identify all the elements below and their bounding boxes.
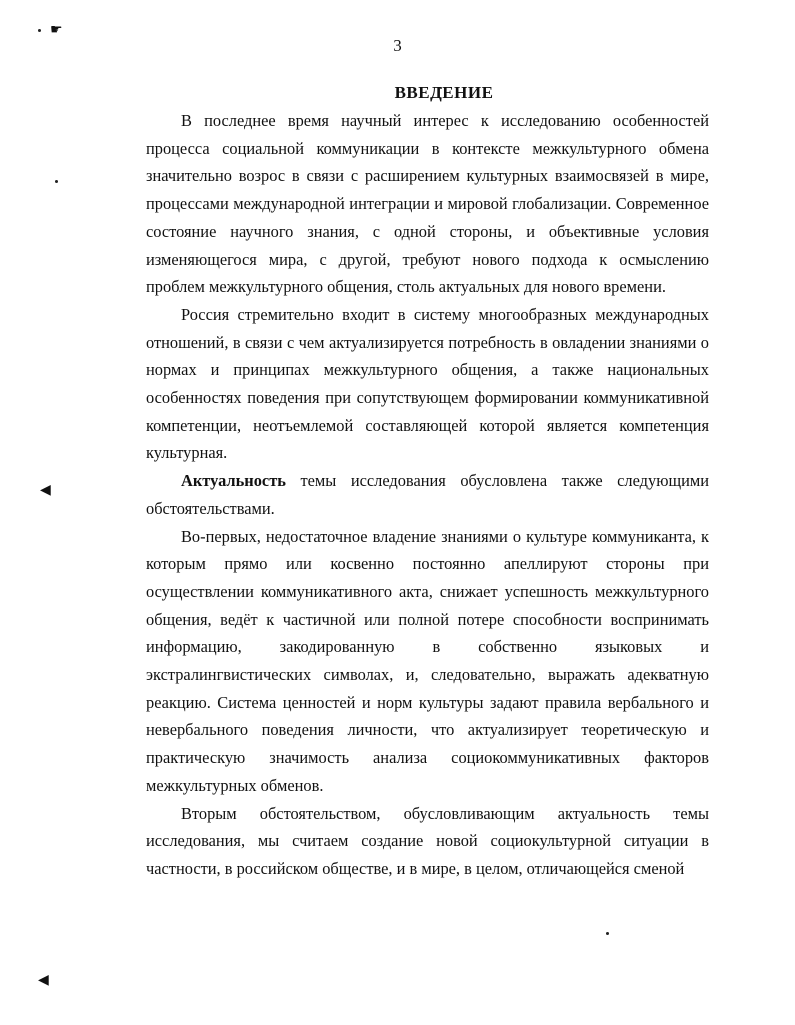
scan-artifact-dot [55, 180, 58, 183]
scan-artifact-dot [38, 29, 41, 32]
scan-artifact-mark: ◀ [40, 483, 51, 498]
scan-artifact-mark: ◀ [38, 973, 49, 988]
scan-artifact-dot [606, 932, 609, 935]
page-number: 3 [393, 36, 402, 55]
paragraph [146, 467, 709, 522]
scan-artifact-mark: ☛ [50, 23, 63, 38]
paragraph-text: Россия стремительно входит в систему многообразных международных отношений, в связи с чем актуализируется потребность в овладении знаниями о нормах и принципах межкультурного общения, а также национальных особенностях поведения при сопутствующем формировании коммуникативной компетенции, неотъемлемой составляющей которой является компетенция культурная. [146, 304, 709, 463]
paragraph-lead-bold: Актуальность [181, 471, 286, 491]
paragraph-text: Во-первых, недостаточное владение знаниями о культуре коммуниканта, к которым прямо или косвенно постоянно апеллируют стороны при осуществлении коммуникативного акта, снижает успешность межкультурного общения, ведёт к частичной или полной потере способности воспринимать информацию, закодированную в собственно языковых и экстралингвистических символах, и, следовательно, выражать адекватную реакцию. Система ценностей и норм культуры задают правила вербального и невербального поведения личности, что актуализирует теоретическую и практическую значимость анализа социокоммуникативных факторов межкультурных обменов. [146, 526, 709, 795]
paragraph-text: темы исследования обусловлена также следующими обстоятельствами. [146, 471, 709, 518]
paragraph [146, 107, 709, 301]
paragraph [146, 523, 709, 800]
paragraph [146, 800, 709, 883]
paragraph-text: В последнее время научный интерес к исследованию особенностей процесса социальной коммуникации в контексте межкультурного обмена значительно возрос в связи с расширением культурных взаимосвязей в мире, процессами международной интеграции и мировой глобализации. Современное состояние научного знания, с одной стороны, и объективные условия изменяющегося мира, с другой, требуют нового подхода к осмыслению проблем межкультурного общения, столь актуальных для нового времени. [146, 111, 709, 297]
paragraph-text: Вторым обстоятельством, обусловливающим актуальность темы исследования, мы считаем создание новой социокультурной ситуации в частности, в российском обществе, и в мире, в целом, отличающейся сменой [146, 803, 709, 878]
section-title: ВВЕДЕНИЕ [394, 83, 494, 102]
paragraph [146, 301, 709, 467]
body-text [146, 107, 709, 883]
